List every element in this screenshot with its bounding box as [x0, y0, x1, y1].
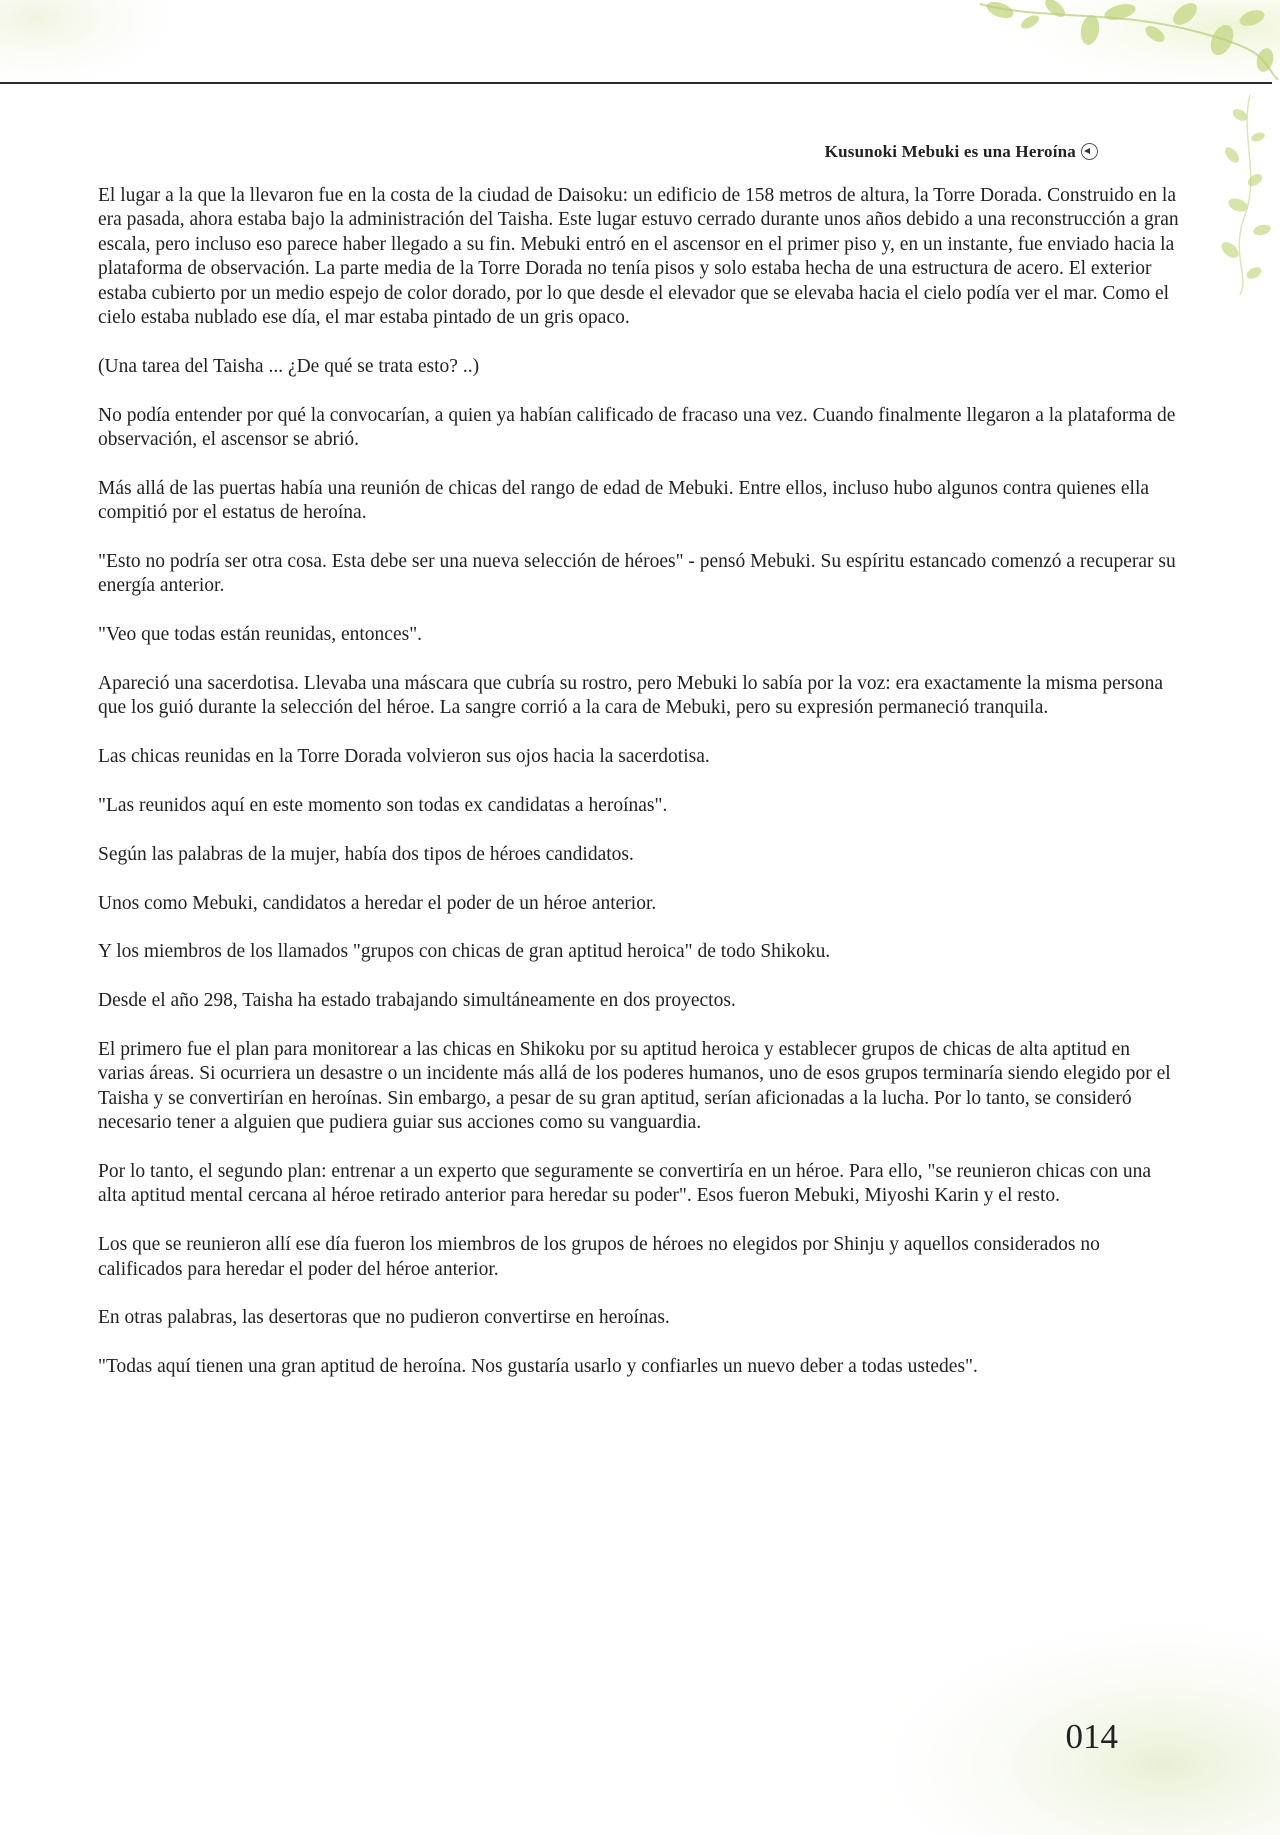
left-arrow-circle-icon	[1081, 143, 1098, 160]
paragraph: El primero fue el plan para monitorear a las chicas en Shikoku por su aptitud heroica y establecer grupos de chicas de alta aptitud en varias áreas. Si ocurriera un desastre o un incidente más allá de los poderes humanos, uno de esos grupos terminaría siendo elegido por el Taisha y se convertirían en heroínas. Sin embargo, a pesar de su gran aptitud, serían aficionadas a la lucha. Por lo tanto, se consideró necesario tener a alguien que pudiera guiar sus acciones como su vanguardia.	[98, 1039, 1171, 1134]
paragraph: No podía entender por qué la convocarían, a quien ya habían calificado de fracaso una vez. Cuando finalmente llegaron a la plataforma de observación, el ascensor se abrió.	[98, 404, 1176, 451]
paragraph: Según las palabras de la mujer, había dos tipos de héroes candidatos.	[98, 843, 634, 865]
paragraph: En otras palabras, las desertoras que no pudieron convertirse en heroínas.	[98, 1307, 670, 1329]
paragraph: El lugar a la que la llevaron fue en la costa de la ciudad de Daisoku: un edificio de 158 metros de altura, la Torre Dorada. Construido en la era pasada, ahora estaba bajo la administración del Taisha. Este lugar estuvo cerrado durante unos años debido a una reconstrucción a gran escala, pero incluso eso parece haber llegado a su fin. Mebuki entró en el ascensor en el primer piso y, en un instante, fue enviado hacia la plataforma de observación. La parte media de la Torre Dorada no tenía pisos y solo estaba hecha de una estructura de acero. El exterior estaba cubierto por un medio espejo de color dorado, por lo que desde el elevador que se elevaba hacia el cielo podía ver el mar. Como el cielo estaba nublado ese día, el mar estaba pintado de un gris opaco.	[98, 185, 1179, 329]
paragraph: "Veo que todas están reunidas, entonces".	[98, 624, 423, 646]
paragraph: "Esto no podría ser otra cosa. Esta debe ser una nueva selección de héroes" - pensó Mebuki. Su espíritu estancado comenzó a recuperar su energía anterior.	[98, 551, 1176, 597]
body-text	[98, 184, 1180, 1404]
paragraph: (Una tarea del Taisha ... ¿De qué se trata esto? ..)	[98, 355, 480, 377]
paragraph: Unos como Mebuki, candidatos a heredar el poder de un héroe anterior.	[98, 892, 657, 914]
paragraph: Por lo tanto, el segundo plan: entrenar a un experto que seguramente se convertiría en un héroe. Para ello, "se reunieron chicas con una alta aptitud mental cercana al héroe retirado anterior para heredar su poder". Esos fueron Mebuki, Miyoshi Karin y el resto.	[98, 1161, 1151, 1207]
paragraph: Los que se reunieron allí ese día fueron los miembros de los grupos de héroes no elegidos por Shinju y aquellos considerados no calificados para heredar el poder del héroe anterior.	[98, 1234, 1100, 1280]
paragraph: Más allá de las puertas había una reunión de chicas del rango de edad de Mebuki. Entre ellos, incluso hubo algunos contra quienes ella compitió por el estatus de heroína.	[98, 477, 1150, 524]
paragraph: "Todas aquí tienen una gran aptitud de heroína. Nos gustaría usarlo y confiarles un nuevo deber a todas ustedes".	[98, 1356, 978, 1378]
page-number: 014	[1065, 1717, 1118, 1756]
running-header	[560, 142, 1098, 162]
corner-wash-decoration	[0, 0, 180, 90]
header-rule	[0, 82, 1272, 84]
leaf-decoration-top	[960, 0, 1280, 90]
header-title: Kusunoki Mebuki es una Heroína	[824, 142, 1076, 161]
paragraph: Las chicas reunidas en la Torre Dorada volvieron sus ojos hacia la sacerdotisa.	[98, 746, 710, 768]
paragraph: Desde el año 298, Taisha ha estado trabajando simultáneamente en dos proyectos.	[98, 990, 736, 1012]
paragraph: Apareció una sacerdotisa. Llevaba una máscara que cubría su rostro, pero Mebuki lo sabía por la voz: era exactamente la misma persona que los guió durante la selección del héroe. La sangre corrió a la cara de Mebuki, pero su expresión permaneció tranquila.	[98, 673, 1164, 719]
paragraph: "Las reunidos aquí en este momento son todas ex candidatas a heroínas".	[98, 795, 668, 817]
leaf-decoration-side	[1210, 95, 1280, 295]
paragraph: Y los miembros de los llamados "grupos con chicas de gran aptitud heroica" de todo Shikoku.	[98, 941, 831, 963]
